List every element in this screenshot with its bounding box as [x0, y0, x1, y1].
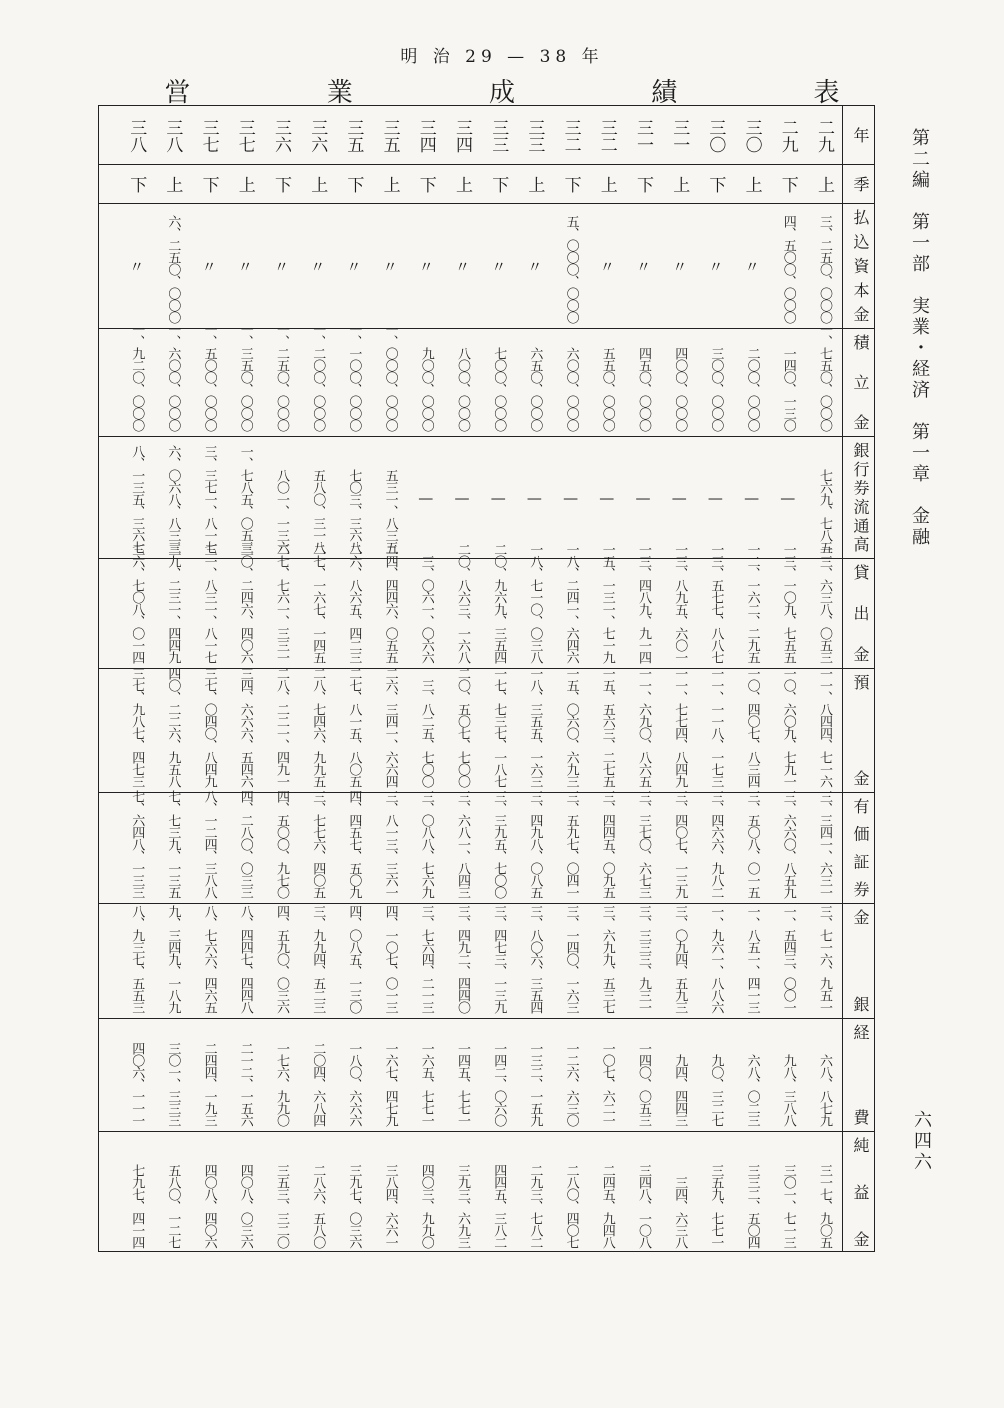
- cell-loans: 一三、六三八、〇五三: [816, 543, 832, 663]
- cell-profit: 三〇一、七一三: [780, 1164, 796, 1248]
- cell-capital: 〃: [597, 259, 616, 274]
- cell-loans: 三一、八三一、八一七: [201, 543, 217, 663]
- cell-deposits: 一〇、四〇七、八三四: [744, 667, 760, 787]
- cell-profit: 四四五、三八二: [491, 1164, 507, 1248]
- cell-notes: 七六九、七八五: [816, 469, 832, 553]
- cell-year: 三六: [270, 119, 291, 153]
- cell-securities: 三、六八一、八四三: [454, 790, 470, 898]
- cell-expenses: 一〇七、六二一: [599, 1042, 615, 1126]
- cell-deposits: 三四、六六六、五四六: [237, 667, 253, 787]
- cell-capital: 三、二五〇、〇〇〇: [816, 215, 832, 323]
- table-row: [516, 106, 552, 1251]
- cell-loans: 一八、七一〇、〇三八: [527, 543, 543, 663]
- cell-securities: 三、八一三、三六一: [382, 790, 398, 898]
- cell-reserve: 五五〇、〇〇〇: [599, 347, 615, 431]
- cell-deposits: 一五、五六三、二七五: [599, 667, 615, 787]
- cell-bullion: 四、五九〇、〇三六: [273, 905, 289, 1013]
- cell-profit: 二八六、五八〇: [310, 1164, 326, 1248]
- cell-season: 下: [488, 176, 509, 193]
- cell-bullion: 三、九九四、五二三: [310, 905, 326, 1013]
- cell-expenses: 六八、八七九: [816, 1054, 832, 1126]
- cell-loans: 一八、二四一、六四六: [563, 543, 579, 663]
- table-row: [480, 106, 516, 1251]
- cell-securities: 三、三九五、七〇〇: [491, 790, 507, 898]
- table-row: [299, 106, 335, 1251]
- column-header-loans: 貸 出 金: [851, 564, 870, 662]
- cell-deposits: 三、八二五、七〇〇: [418, 679, 434, 787]
- cell-profit: 三九七、〇三六: [346, 1164, 362, 1248]
- cell-year: 三六: [307, 119, 328, 153]
- cell-loans: 二〇、九六九、三五四: [491, 543, 507, 663]
- cell-bullion: 一、八五一、四一三: [744, 905, 760, 1013]
- cell-deposits: 一五、〇六〇、六九三: [563, 667, 579, 787]
- cell-loans: 二七、一六七、一四五: [310, 543, 326, 663]
- cell-securities: 三、三七〇、六七三: [635, 790, 651, 898]
- cell-notes: 五八〇、三一八: [310, 469, 326, 553]
- cell-year: 三四: [451, 119, 472, 153]
- cell-year: 三五: [343, 119, 364, 153]
- cell-securities: 八、一二四、三八八: [201, 790, 217, 898]
- cell-year: 三八: [126, 119, 147, 153]
- cell-profit: 三四八、一〇八: [635, 1164, 651, 1248]
- cell-securities: 三、五〇八、〇一五: [744, 790, 760, 898]
- cell-reserve: 九〇〇、〇〇〇: [418, 347, 434, 431]
- cell-reserve: 三〇〇、〇〇〇: [708, 347, 724, 431]
- cell-bullion: 八、九三七、五五三: [129, 905, 145, 1013]
- cell-season: 下: [198, 176, 219, 193]
- running-head: 第二編 第一部 実業・経済 第一章 金融: [909, 128, 930, 548]
- cell-reserve: 七〇〇、〇〇〇: [491, 347, 507, 431]
- column-header-bullion: 金 銀: [851, 909, 870, 1012]
- cell-loans: 三九、二三一、四四九: [165, 543, 181, 663]
- cell-bullion: 三、八〇六、三五四: [527, 905, 543, 1013]
- cell-expenses: 一三二、一五九: [527, 1042, 543, 1126]
- cell-season: 下: [415, 176, 436, 193]
- cell-bullion: 三、七六四、二一三: [418, 905, 434, 1013]
- cell-season: 下: [632, 176, 653, 193]
- cell-expenses: 一四〇、〇五三: [635, 1042, 651, 1126]
- cell-capital: 〃: [380, 259, 399, 274]
- column-header-season: 季: [851, 175, 870, 192]
- cell-notes: —: [778, 489, 797, 507]
- table-row: [190, 106, 226, 1251]
- cell-year: 三三: [524, 119, 545, 153]
- cell-reserve: 一四〇、一三〇: [780, 347, 796, 431]
- cell-deposits: 一七、七三七、一八七: [491, 667, 507, 787]
- cell-bullion: 四、一〇七、〇一三: [382, 905, 398, 1013]
- cell-year: 三五: [379, 119, 400, 153]
- cell-notes: —: [416, 489, 435, 507]
- cell-deposits: 一八、三五五、一六三: [527, 667, 543, 787]
- cell-profit: 四〇八、四〇六: [201, 1164, 217, 1248]
- cell-loans: 一二、一六二、二九五: [744, 543, 760, 663]
- cell-notes: —: [633, 489, 652, 507]
- cell-reserve: 一、三五〇、〇〇〇: [237, 323, 253, 431]
- table-row: [661, 106, 697, 1251]
- cell-season: 上: [524, 176, 545, 193]
- cell-profit: 三一七、九〇五: [816, 1164, 832, 1248]
- cell-expenses: 一六七、四七九: [382, 1042, 398, 1126]
- cell-reserve: 四〇〇、〇〇〇: [672, 347, 688, 431]
- table-row: [335, 106, 371, 1251]
- cell-profit: 三五九、七七一: [708, 1164, 724, 1248]
- cell-season: 上: [596, 176, 617, 193]
- cell-capital: 〃: [235, 259, 254, 274]
- cell-reserve: 六〇〇、〇〇〇: [563, 347, 579, 431]
- cell-expenses: 一七六、九九〇: [273, 1042, 289, 1126]
- cell-bullion: 一、五四三、〇〇一: [780, 905, 796, 1013]
- cell-expenses: 一二六、六三〇: [563, 1042, 579, 1126]
- cell-reserve: 一、五〇〇、〇〇〇: [201, 323, 217, 431]
- cell-reserve: 一、二〇〇、〇〇〇: [310, 323, 326, 431]
- table-row: [589, 106, 625, 1251]
- cell-expenses: 四〇六、一一一: [129, 1042, 145, 1126]
- column-header-year: 年: [851, 127, 870, 143]
- cell-expenses: 三〇一、三三三: [165, 1042, 181, 1126]
- cell-expenses: 二四四、一九三: [201, 1042, 217, 1126]
- column-header-notes: 銀行券流通高: [851, 442, 870, 552]
- cell-loans: 三、〇六一、〇六六: [418, 555, 434, 663]
- cell-capital: 〃: [308, 259, 327, 274]
- table-row: [118, 106, 154, 1251]
- cell-deposits: 二八、二二一、四九一: [273, 667, 289, 787]
- cell-notes: 八、一三五、三六七: [129, 445, 145, 553]
- cell-reserve: 一、六〇〇、〇〇〇: [165, 323, 181, 431]
- cell-season: 上: [162, 176, 183, 193]
- cell-loans: 三〇、二四六、四〇六: [237, 543, 253, 663]
- table-row: [408, 106, 444, 1251]
- cell-loans: 一三、四八九、九一四: [635, 543, 651, 663]
- cell-capital: 六、二五〇、〇〇〇: [165, 215, 181, 323]
- cell-securities: 四、五〇〇、九七〇: [273, 790, 289, 898]
- table-row: [227, 106, 263, 1251]
- cell-profit: 七九七、四一四: [129, 1164, 145, 1248]
- table-row: [263, 106, 299, 1251]
- cell-profit: 二八〇、四〇七: [563, 1164, 579, 1248]
- cell-capital: 〃: [127, 259, 146, 274]
- cell-notes: 七〇三、三六八: [346, 469, 362, 553]
- cell-bullion: 三、一四〇、一六三: [563, 905, 579, 1013]
- cell-notes: 五三一、八三五: [382, 469, 398, 553]
- cell-notes: 八〇一、一三六: [273, 469, 289, 553]
- cell-securities: 三、三四一、六三一: [816, 790, 832, 898]
- cell-bullion: 三、七一六、九五一: [816, 905, 832, 1013]
- cell-securities: 三、四〇七、一三九: [672, 790, 688, 898]
- cell-season: 下: [343, 176, 364, 193]
- page-number: 六四六: [911, 1110, 932, 1173]
- cell-securities: 七、七三九、一三五: [165, 790, 181, 898]
- cell-season: 上: [451, 176, 472, 193]
- cell-bullion: 九、三四九、一八九: [165, 905, 181, 1013]
- cell-bullion: 三、〇九四、五九三: [672, 905, 688, 1013]
- column-header-profit: 純 益 金: [851, 1137, 870, 1247]
- cell-bullion: 八、七六六、四六五: [201, 905, 217, 1013]
- cell-expenses: 六八、〇二三: [744, 1054, 760, 1126]
- cell-bullion: 四、〇八五、一三〇: [346, 905, 362, 1013]
- cell-capital: 五、〇〇〇、〇〇〇: [563, 215, 579, 323]
- cell-reserve: 二〇〇、〇〇〇: [744, 347, 760, 431]
- cell-capital: 〃: [452, 259, 471, 274]
- cell-notes: 六、〇六八、八三三: [165, 445, 181, 553]
- cell-notes: —: [706, 489, 725, 507]
- cell-season: 下: [705, 176, 726, 193]
- cell-reserve: 四五〇、〇〇〇: [635, 347, 651, 431]
- cell-deposits: 四〇、二二六、九五八: [165, 667, 181, 787]
- cell-securities: 三、六六〇、八五九: [780, 790, 796, 898]
- cell-deposits: 一一、六九〇、八六五: [635, 667, 651, 787]
- cell-year: 三二: [560, 119, 581, 153]
- cell-year: 三一: [632, 119, 653, 153]
- cell-notes: —: [670, 489, 689, 507]
- cell-securities: 三、四九八、〇八五: [527, 790, 543, 898]
- cell-bullion: 三、六九九、五三七: [599, 905, 615, 1013]
- cell-capital: 〃: [271, 259, 290, 274]
- cell-expenses: 一四五、七七一: [454, 1042, 470, 1126]
- cell-bullion: 八、四四七、四四八: [237, 905, 253, 1013]
- cell-loans: 三六、七〇八、〇一四: [129, 543, 145, 663]
- cell-bullion: 一、九六一、八八六: [708, 905, 724, 1013]
- table-title: 営 業 成 績 表: [164, 78, 904, 108]
- table-row: [154, 106, 190, 1251]
- cell-notes: —: [742, 489, 761, 507]
- cell-deposits: 一〇、六〇九、七九一: [780, 667, 796, 787]
- cell-capital: 〃: [489, 259, 508, 274]
- cell-expenses: 一四二、〇六〇: [491, 1042, 507, 1126]
- column-header-deposits: 預 金: [851, 674, 870, 786]
- cell-year: 三三: [488, 119, 509, 153]
- cell-year: 三七: [198, 119, 219, 153]
- cell-expenses: 九〇、三二七: [708, 1054, 724, 1126]
- cell-reserve: 一、〇〇〇、〇〇〇: [382, 323, 398, 431]
- column-header-securities: 有価証券: [851, 798, 870, 897]
- cell-season: 上: [234, 176, 255, 193]
- cell-securities: 三、五九七、〇四一: [563, 790, 579, 898]
- table-row: [371, 106, 407, 1251]
- cell-securities: 四、二八〇、〇三三: [237, 790, 253, 898]
- cell-expenses: 一六五、七七一: [418, 1042, 434, 1126]
- cell-reserve: 一、一〇〇、〇〇〇: [346, 323, 362, 431]
- cell-deposits: 三七、九八七、四七三: [129, 667, 145, 787]
- cell-securities: 七、六四八、一三三: [129, 790, 145, 898]
- table-row: [444, 106, 480, 1251]
- cell-loans: 一三、一〇九、七五五: [780, 543, 796, 663]
- cell-profit: 三九三、六九三: [454, 1164, 470, 1248]
- cell-loans: 一五、一三一、七一九: [599, 543, 615, 663]
- cell-year: 三八: [162, 119, 183, 153]
- table-row: [625, 106, 661, 1251]
- cell-notes: —: [597, 489, 616, 507]
- cell-year: 三〇: [741, 119, 762, 153]
- cell-capital: 〃: [525, 259, 544, 274]
- cell-year: 三七: [234, 119, 255, 153]
- column-header-reserve: 積 立 金: [851, 334, 870, 430]
- cell-deposits: 一一、七七四、八四九: [672, 667, 688, 787]
- table-era-range: 明 治 29 — 38 年: [400, 47, 604, 67]
- cell-year: 二九: [777, 119, 798, 153]
- cell-notes: 一、七八五、〇五三: [237, 445, 253, 553]
- table-row: [770, 106, 806, 1251]
- cell-year: 三二: [596, 119, 617, 153]
- cell-season: 上: [813, 176, 834, 193]
- cell-season: 上: [741, 176, 762, 193]
- cell-notes: 三、三七一、八一七: [201, 445, 217, 553]
- cell-bullion: 三、三三三、九三一: [635, 905, 651, 1013]
- cell-profit: 四〇八、〇三六: [237, 1164, 253, 1248]
- cell-notes: —: [452, 489, 471, 507]
- cell-deposits: 二六、三四一、六六四: [382, 667, 398, 787]
- cell-capital: 〃: [706, 259, 725, 274]
- cell-year: 三一: [669, 119, 690, 153]
- column-header-expenses: 経 費: [851, 1024, 870, 1125]
- cell-securities: 三、〇八八、七六九: [418, 790, 434, 898]
- cell-expenses: 九八、三八八: [780, 1054, 796, 1126]
- cell-capital: 四、五〇〇、〇〇〇: [780, 215, 796, 323]
- cell-season: 上: [669, 176, 690, 193]
- cell-season: 下: [560, 176, 581, 193]
- cell-season: 下: [270, 176, 291, 193]
- cell-loans: 一三、八九五、六〇一: [672, 543, 688, 663]
- cell-deposits: 二七、八一五、八〇五: [346, 667, 362, 787]
- cell-securities: 三、四六六、九八二: [708, 790, 724, 898]
- cell-profit: 二九三、七八二: [527, 1164, 543, 1248]
- cell-profit: 三四、六三八: [672, 1176, 688, 1248]
- business-results-table: [98, 105, 875, 1252]
- cell-season: 下: [126, 176, 147, 193]
- cell-loans: 二六、八六五、四二三: [346, 543, 362, 663]
- cell-capital: 〃: [416, 259, 435, 274]
- cell-year: 三四: [415, 119, 436, 153]
- cell-capital: 〃: [199, 259, 218, 274]
- cell-securities: 三、四四五、〇九五: [599, 790, 615, 898]
- table-row: [733, 106, 769, 1251]
- cell-loans: 一三、五七七、八八七: [708, 543, 724, 663]
- cell-season: 上: [379, 176, 400, 193]
- cell-loans: 二〇、八六三、一六八: [454, 543, 470, 663]
- cell-profit: 四〇三、九九〇: [418, 1164, 434, 1248]
- cell-season: 上: [307, 176, 328, 193]
- cell-securities: 四、四五七、五〇九: [346, 790, 362, 898]
- cell-reserve: 六五〇、〇〇〇: [527, 347, 543, 431]
- cell-profit: 三三二、五〇四: [744, 1164, 760, 1248]
- cell-deposits: 一一、八四四、七一六: [816, 667, 832, 787]
- cell-year: 二九: [813, 119, 834, 153]
- cell-notes: —: [561, 489, 580, 507]
- cell-securities: 三、七七六、四〇五: [310, 790, 326, 898]
- cell-capital: 〃: [742, 259, 761, 274]
- header-column: [842, 106, 877, 1251]
- cell-profit: 二四五、九四八: [599, 1164, 615, 1248]
- cell-loans: 二四、四四六、〇五五: [382, 543, 398, 663]
- cell-bullion: 三、四九二、四四〇: [454, 905, 470, 1013]
- cell-deposits: 三七、〇四〇、八四九: [201, 667, 217, 787]
- cell-loans: 二七、七六一、三三一: [273, 543, 289, 663]
- cell-reserve: 一、七五〇、〇〇〇: [816, 323, 832, 431]
- cell-capital: 〃: [633, 259, 652, 274]
- cell-capital: 〃: [670, 259, 689, 274]
- cell-reserve: 一、九二〇、〇〇〇: [129, 323, 145, 431]
- cell-reserve: 八〇〇、〇〇〇: [454, 347, 470, 431]
- table-row: [806, 106, 842, 1251]
- table-row: [552, 106, 588, 1251]
- cell-capital: 〃: [344, 259, 363, 274]
- cell-profit: 三八四、六六一: [382, 1164, 398, 1248]
- cell-profit: 五八〇、一二七: [165, 1164, 181, 1248]
- cell-bullion: 三、四七三、一三九: [491, 905, 507, 1013]
- cell-season: 下: [777, 176, 798, 193]
- cell-deposits: 一一、一一八、一七三: [708, 667, 724, 787]
- cell-deposits: 二八、七四六、九九五: [310, 667, 326, 787]
- cell-expenses: 二〇四、六八四: [310, 1042, 326, 1126]
- cell-expenses: 九四、四四三: [672, 1054, 688, 1126]
- cell-notes: —: [489, 489, 508, 507]
- table-row: [697, 106, 733, 1251]
- cell-profit: 三五三、三二〇: [273, 1164, 289, 1248]
- cell-notes: —: [525, 489, 544, 507]
- cell-year: 三〇: [705, 119, 726, 153]
- cell-deposits: 二〇、五〇七、七〇〇: [454, 667, 470, 787]
- cell-reserve: 一、二五〇、〇〇〇: [273, 323, 289, 431]
- column-header-capital: 払込資本金: [851, 209, 870, 322]
- cell-expenses: 二一二、一五六: [237, 1042, 253, 1126]
- cell-expenses: 一八〇、六六六: [346, 1042, 362, 1126]
